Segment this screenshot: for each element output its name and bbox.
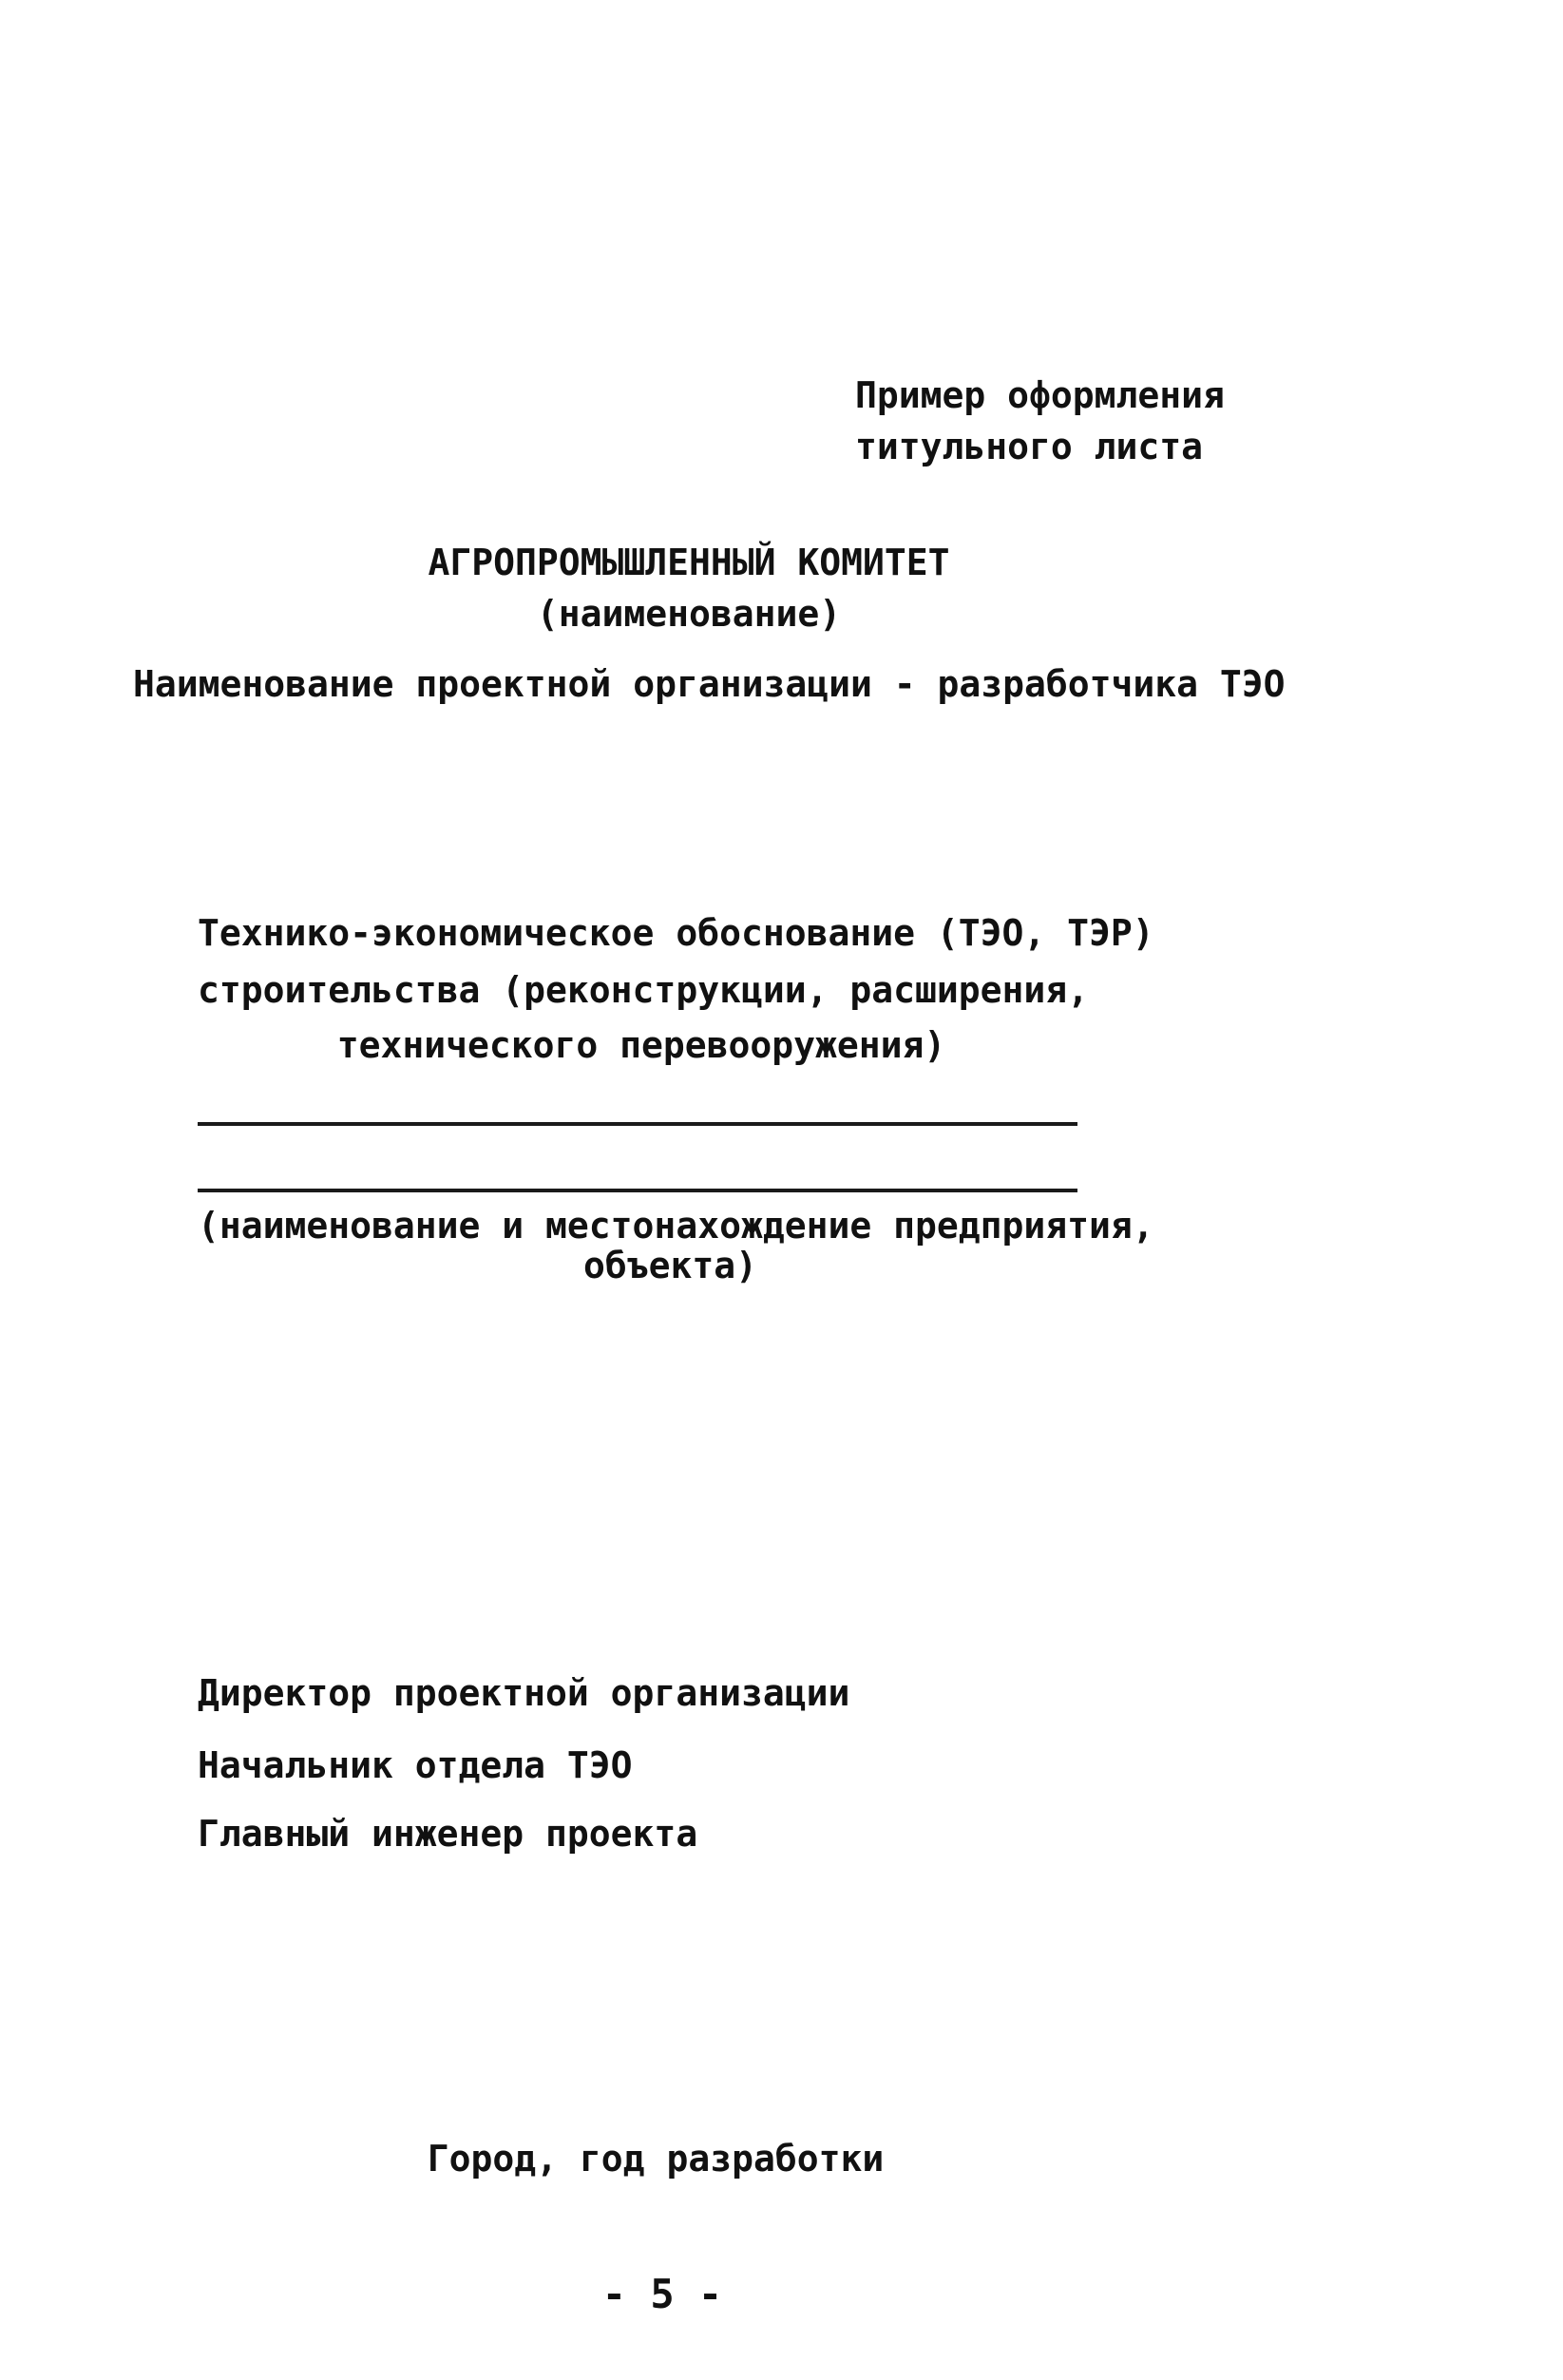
- signatory-director: Директор проектной организации: [198, 1672, 850, 1714]
- title-line-1: Технико-экономическое обоснование (ТЭО, ТЭР): [198, 912, 1154, 954]
- object-name-line-2: [198, 1189, 1077, 1192]
- signatory-chief-engineer: Главный инженер проекта: [198, 1813, 698, 1855]
- city-year: Город, год разработки: [427, 2138, 885, 2180]
- object-caption-line-1: (наименование и местонахождение предприятия,: [198, 1205, 1154, 1247]
- example-note-line-1: Пример оформления: [855, 374, 1225, 416]
- signatory-department-head: Начальник отдела ТЭО: [198, 1744, 633, 1786]
- example-note-line-2: титульного листа: [855, 426, 1204, 467]
- organization-name: Наименование проектной организации - разработчика ТЭО: [133, 663, 1286, 705]
- title-line-3: технического перевооружения): [336, 1024, 946, 1066]
- committee-name: АГРОПРОМЫШЛЕННЫЙ КОМИТЕТ: [428, 542, 950, 583]
- object-caption-line-2: объекта): [583, 1245, 758, 1286]
- object-name-line-1: [198, 1122, 1077, 1126]
- page-number: - 5 -: [601, 2271, 723, 2317]
- committee-caption: (наименование): [536, 593, 842, 635]
- title-line-2: строительства (реконструкции, расширения,: [198, 969, 1089, 1011]
